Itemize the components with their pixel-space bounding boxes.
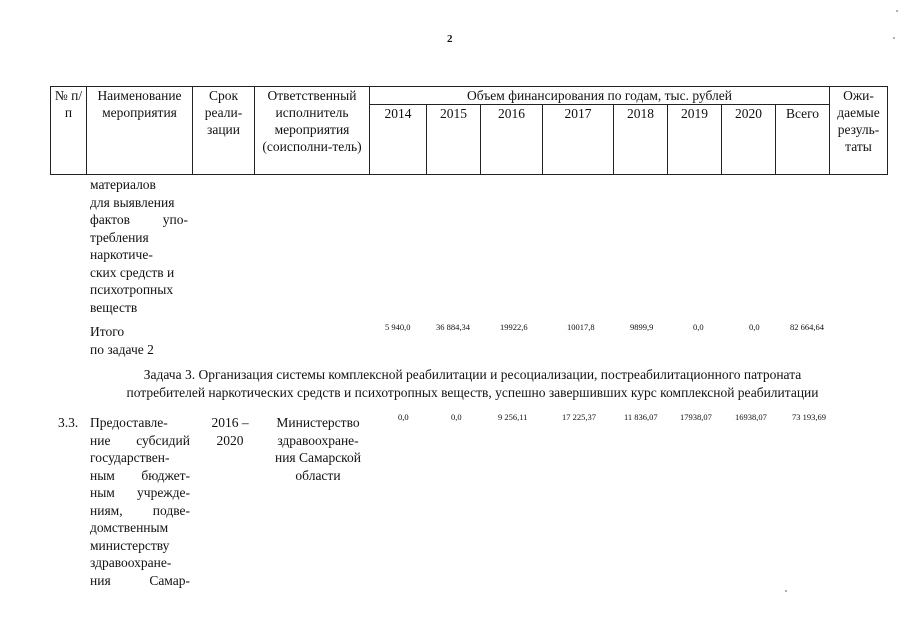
row-value-2015: 0,0 xyxy=(451,412,462,422)
scan-speck xyxy=(785,590,787,592)
row-name: Предоставле- ние субсидий государствен- ным бюджет- ным учрежде- ниям, подве- домственным министерству здравоохране- ния Самар- xyxy=(90,415,190,588)
row-value-all: 73 193,69 xyxy=(792,412,826,422)
total-value-2018: 9899,9 xyxy=(630,322,654,332)
row-value-2020: 16938,07 xyxy=(735,412,767,422)
total-value-2019: 0,0 xyxy=(693,322,704,332)
row-value-2016: 9 256,11 xyxy=(498,412,528,422)
header-year: 2017 xyxy=(543,105,614,175)
row-value-2018: 11 836,07 xyxy=(624,412,658,422)
total-value-2016: 19922,6 xyxy=(500,322,528,332)
total-label: Итого по задаче 2 xyxy=(90,324,154,357)
header-year: 2015 xyxy=(427,105,481,175)
header-num: № п/п xyxy=(51,87,87,175)
header-financing: Объем финансирования по годам, тыс. рублей xyxy=(370,87,830,105)
total-value-2020: 0,0 xyxy=(749,322,760,332)
total-value-2017: 10017,8 xyxy=(567,322,595,332)
row-executor: Министерство здравоохране- ния Самарской области xyxy=(274,415,362,483)
header-year: 2019 xyxy=(668,105,722,175)
continued-name: материалов для выявления фактов упо- требления наркотиче- ских средств и психотропных веществ xyxy=(90,177,188,315)
row-term: 2016 – 2020 xyxy=(211,415,249,448)
row-value-2019: 17938,07 xyxy=(680,412,712,422)
task3-heading: Задача 3. Организация системы комплексной реабилитации и ресоциализации, постреабилитационного патроната потребителей наркотических средств и психотропных веществ, успешно завершивших курс комплексной реабилитации xyxy=(126,367,819,400)
row-value-2017: 17 225,37 xyxy=(562,412,596,422)
row-num: 3.3. xyxy=(58,415,79,430)
total-value-2014: 5 940,0 xyxy=(385,322,411,332)
header-year: 2020 xyxy=(722,105,776,175)
header-year: 2016 xyxy=(481,105,543,175)
row-value-2014: 0,0 xyxy=(398,412,409,422)
total-value-2015: 36 884,34 xyxy=(436,322,470,332)
scan-speck xyxy=(893,37,895,39)
header-year: 2014 xyxy=(370,105,427,175)
header-year: Всего xyxy=(776,105,830,175)
header-year: 2018 xyxy=(614,105,668,175)
header-term: Срок реали-зации xyxy=(193,87,255,175)
header-executor: Ответственный исполнитель мероприятия (соисполни-тель) xyxy=(255,87,370,175)
page-number: 2 xyxy=(447,33,453,45)
table-header xyxy=(50,86,888,175)
scan-speck xyxy=(896,10,898,12)
header-results: Ожи-даемые резуль-таты xyxy=(830,87,888,175)
total-value-all: 82 664,64 xyxy=(790,322,824,332)
header-name: Наименование мероприятия xyxy=(87,87,193,175)
